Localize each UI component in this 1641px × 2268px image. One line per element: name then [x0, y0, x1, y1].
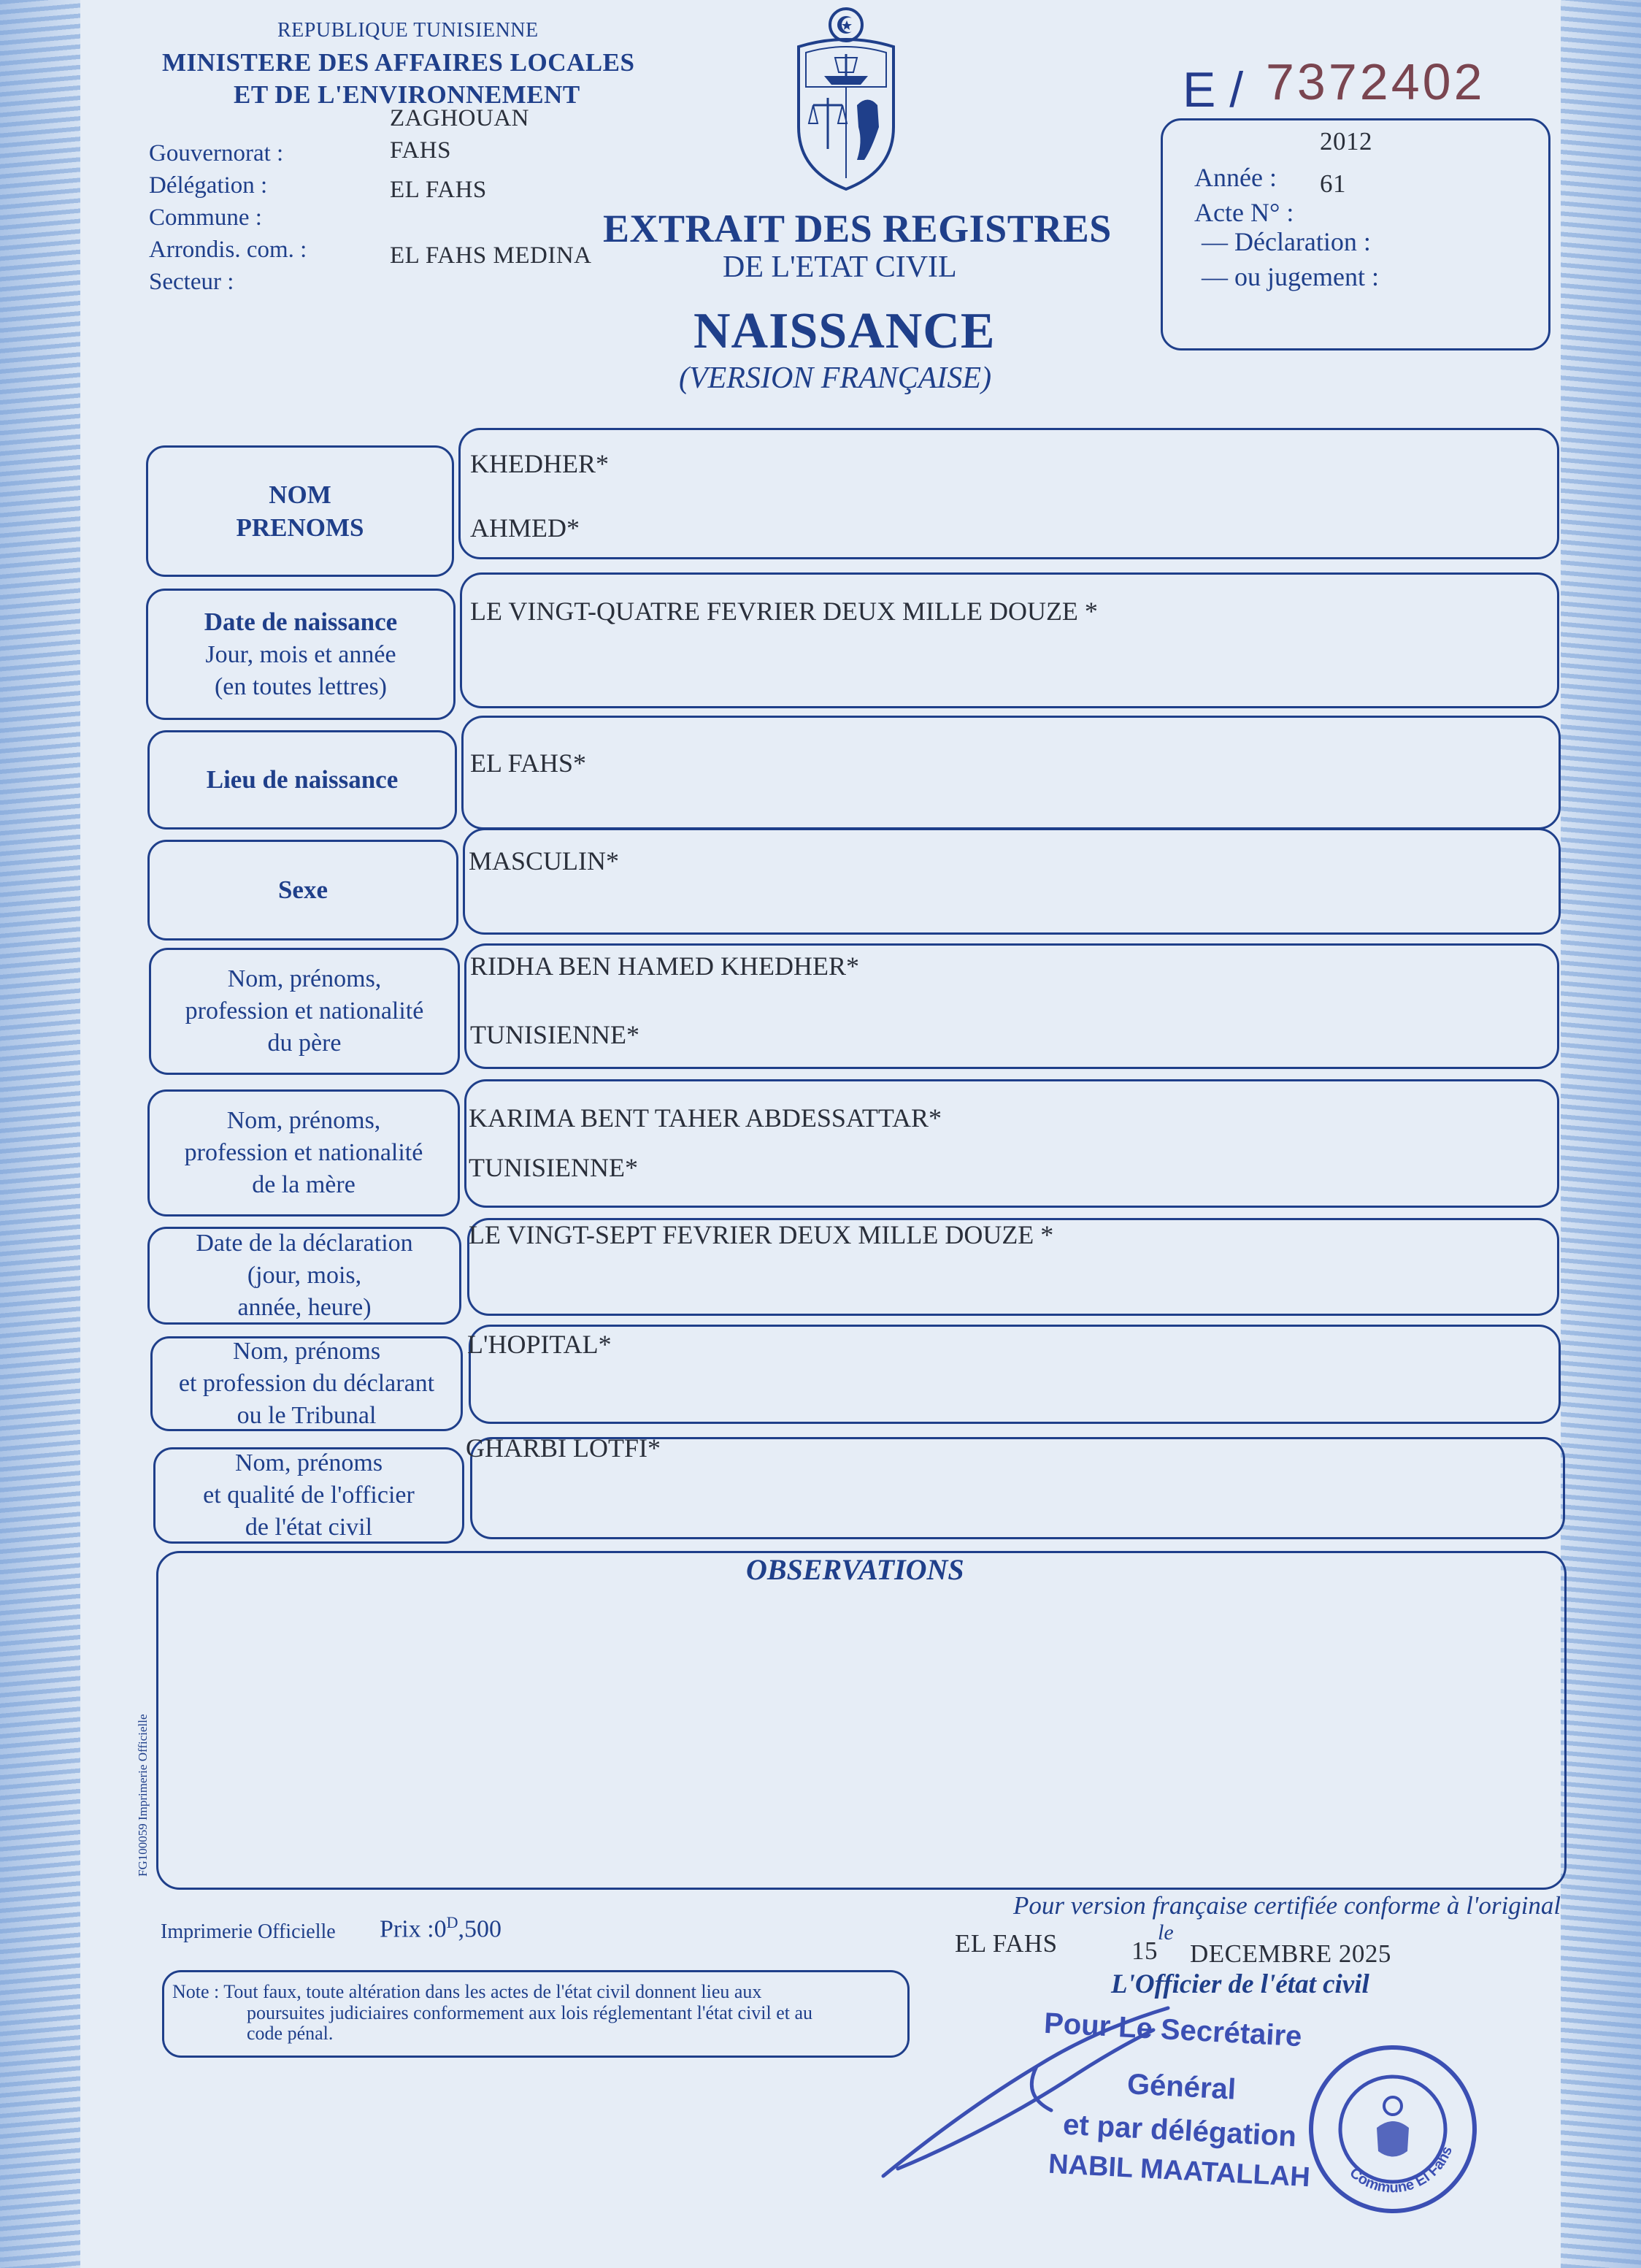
title-main: NAISSANCE	[693, 303, 996, 359]
date-naissance-sublabel2: (en toutes lettres)	[214, 673, 388, 700]
prix-text	[380, 1913, 501, 1943]
day-value: 15	[1131, 1936, 1158, 1965]
month-year-value: DECEMBRE 2025	[1190, 1939, 1391, 1968]
arrondis-label: Arrondis. com. :	[149, 237, 307, 263]
acte-label: Acte N° :	[1194, 198, 1294, 227]
pere-nationality-value: TUNISIENNE*	[470, 1020, 639, 1049]
commune-label: Commune :	[149, 204, 262, 231]
sexe-label-box	[147, 840, 458, 940]
prenoms-value: AHMED*	[470, 513, 580, 543]
declaration-date-value: LE VINGT-SEPT FEVRIER DEUX MILLE DOUZE *	[469, 1220, 1054, 1249]
observations-title: OBSERVATIONS	[746, 1553, 964, 1586]
nom-value-box	[458, 428, 1559, 559]
declaration-date-label-line3: année, heure)	[237, 1294, 372, 1322]
officier-value: GHARBI LOTFI*	[466, 1433, 661, 1463]
mere-label-line3: de la mère	[252, 1171, 356, 1199]
delegation-value: FAHS	[390, 137, 451, 164]
pere-label-line1: Nom, prénoms,	[227, 965, 382, 992]
declarant-label-line3: ou le Tribunal	[237, 1402, 377, 1430]
official-round-seal	[1305, 2042, 1480, 2217]
annee-value: 2012	[1320, 127, 1372, 156]
seal-text: Commune El Fahs	[1346, 2144, 1456, 2196]
pere-label-box	[149, 948, 460, 1075]
place-value: EL FAHS	[955, 1929, 1058, 1958]
declarant-value: L'HOPITAL*	[467, 1330, 612, 1359]
gouvernorat-value: ZAGHOUAN	[390, 105, 529, 131]
mere-nationality-value: TUNISIENNE*	[469, 1153, 638, 1182]
declarant-label-box	[150, 1336, 463, 1431]
coat-of-arms-emblem	[784, 3, 908, 193]
prix-label: Prix :	[380, 1915, 434, 1943]
declarant-label-line2: et profession du déclarant	[178, 1369, 435, 1397]
mere-label-line2: profession et nationalité	[184, 1138, 423, 1166]
certification-text: Pour version française certifiée conforme à l'original	[1013, 1891, 1561, 1920]
nom-label-box	[146, 445, 454, 577]
officier-label-box	[153, 1447, 464, 1544]
declaration-label: — Déclaration :	[1202, 227, 1371, 256]
prix-value: 0	[434, 1915, 447, 1943]
gouvernorat-label: Gouvernorat :	[149, 140, 284, 166]
date-naissance-sublabel1: Jour, mois et année	[205, 640, 396, 668]
handwritten-signature	[876, 2001, 1183, 2191]
date-naissance-value-box	[460, 572, 1559, 708]
title-line2: DE L'ETAT CIVIL	[723, 250, 957, 284]
prix-cents: ,500	[458, 1915, 502, 1943]
title-line1: EXTRAIT DES REGISTRES	[603, 207, 1112, 250]
officier-label-line2: et qualité de l'officier	[203, 1481, 415, 1509]
observations-box	[156, 1551, 1567, 1890]
acte-value: 61	[1320, 169, 1346, 198]
declarant-value-box	[469, 1325, 1561, 1424]
mere-value-box	[464, 1079, 1559, 1208]
stamp-line4: NABIL MAATALLAH	[1048, 2148, 1311, 2194]
imprimerie-label: Imprimerie Officielle	[161, 1920, 336, 1943]
declaration-date-label-line1: Date de la déclaration	[196, 1229, 413, 1257]
officier-label-line3: de l'état civil	[245, 1514, 373, 1541]
serial-prefix: E /	[1183, 62, 1244, 118]
prenoms-label: PRENOMS	[236, 513, 364, 542]
nom-label: NOM	[269, 480, 331, 509]
note-prefix: Note :	[172, 1981, 220, 2002]
lieu-label: Lieu de naissance	[206, 765, 399, 794]
stamp-line1: Pour Le Secrétaire	[1043, 2007, 1303, 2053]
pere-name-value: RIDHA BEN HAMED KHEDHER*	[470, 951, 859, 981]
note-line2: poursuites judiciaires conformement aux lois réglementant l'état civil et au	[247, 2001, 813, 2023]
pere-label-line2: profession et nationalité	[185, 997, 424, 1024]
declaration-date-label-box	[147, 1227, 461, 1325]
delegation-label: Délégation :	[149, 172, 268, 199]
date-naissance-label: Date de naissance	[204, 608, 398, 637]
sexe-value-box	[463, 828, 1561, 935]
mere-label-box	[147, 1089, 460, 1217]
republic-heading: REPUBLIQUE TUNISIENNE	[277, 19, 539, 42]
side-print-code: FG100059 Imprimerie Officielle	[136, 1714, 150, 1877]
serial-number: 7372402	[1266, 53, 1486, 110]
prix-unit: D	[446, 1913, 458, 1931]
lieu-value-box	[461, 716, 1561, 830]
officier-label-line1: Nom, prénoms	[234, 1449, 383, 1476]
nom-value: KHEDHER*	[470, 449, 609, 478]
lieu-label-box	[147, 730, 457, 830]
guilloche-border-left	[0, 0, 80, 2268]
mere-name-value: KARIMA BENT TAHER ABDESSATTAR*	[469, 1103, 942, 1133]
sexe-label: Sexe	[277, 876, 328, 905]
commune-value: EL FAHS	[390, 177, 487, 203]
note-line1: Tout faux, toute altération dans les actes de l'état civil donnent lieu aux	[223, 1981, 762, 2002]
note-line3: code pénal.	[247, 2023, 334, 2045]
note-content	[172, 1982, 902, 2045]
date-naissance-value: LE VINGT-QUATRE FEVRIER DEUX MILLE DOUZE *	[470, 597, 1098, 626]
lieu-value: EL FAHS*	[470, 748, 587, 778]
pere-label-line3: du père	[267, 1030, 342, 1057]
declaration-date-label-line2: (jour, mois,	[247, 1261, 362, 1289]
title-version: (VERSION FRANÇAISE)	[679, 361, 992, 395]
date-naissance-label-box	[146, 589, 456, 720]
declarant-label-line1: Nom, prénoms	[232, 1337, 381, 1365]
ministry-line2: ET DE L'ENVIRONNEMENT	[234, 80, 580, 109]
sexe-value: MASCULIN*	[469, 846, 620, 876]
jugement-label: — ou jugement :	[1202, 262, 1379, 291]
day-suffix: le	[1158, 1920, 1174, 1945]
mere-label-line1: Nom, prénoms,	[226, 1106, 381, 1134]
stamp-line2: Général	[1126, 2068, 1237, 2106]
stamp-line3: et par délégation	[1062, 2108, 1298, 2153]
secteur-label: Secteur :	[149, 269, 234, 295]
annee-label: Année :	[1194, 163, 1277, 192]
officier-signature-title: L'Officier de l'état civil	[1111, 1969, 1369, 1999]
guilloche-border-right	[1561, 0, 1641, 2268]
ministry-line1: MINISTERE DES AFFAIRES LOCALES	[162, 48, 635, 77]
arrondis-value: EL FAHS MEDINA	[390, 242, 592, 269]
